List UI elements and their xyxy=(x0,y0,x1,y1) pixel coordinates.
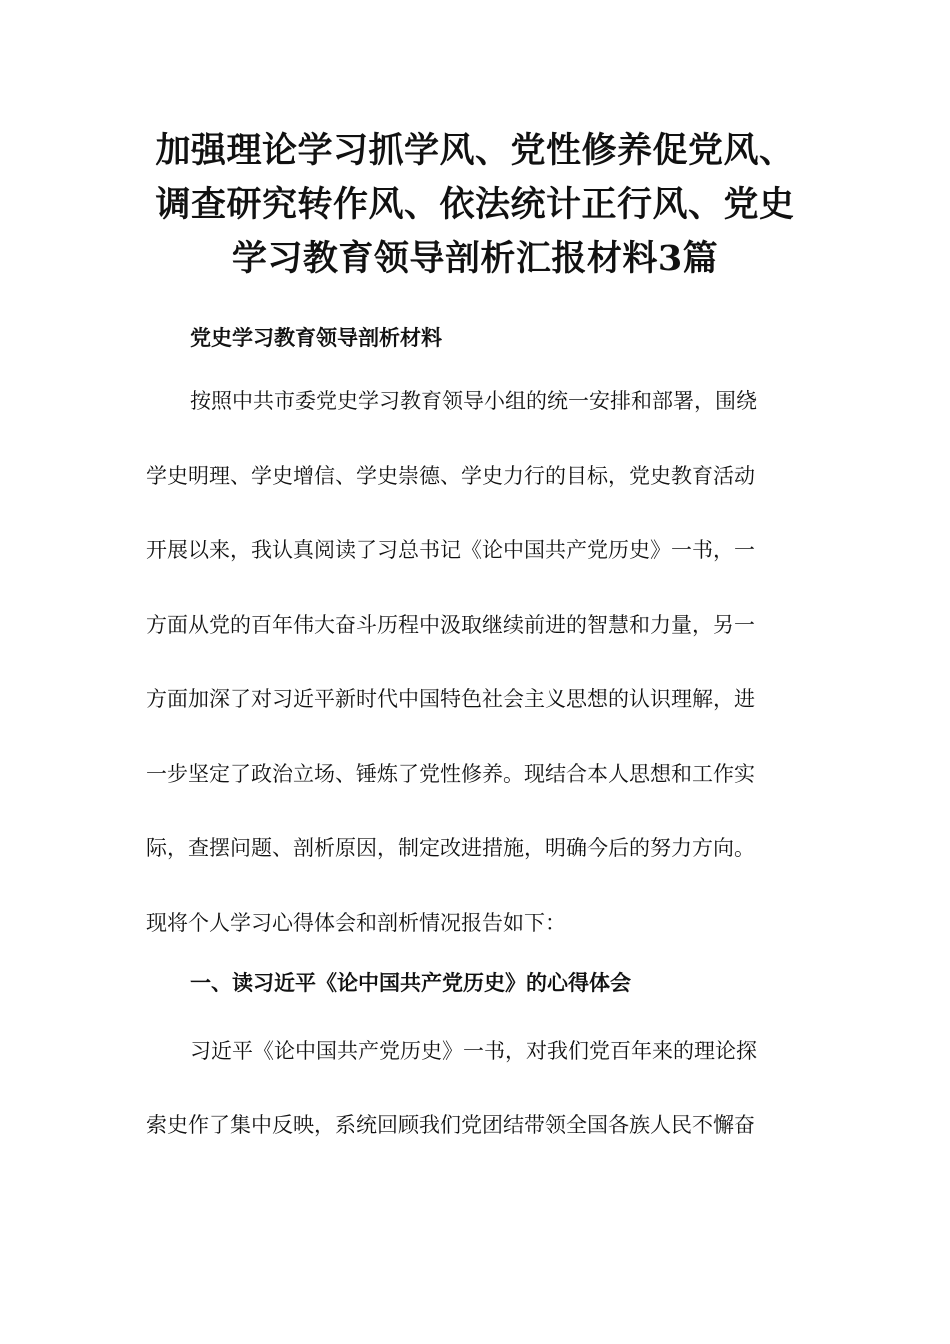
title-line: 加强理论学习抓学风、党性修养促党风、 xyxy=(155,130,795,171)
paragraph-line: 方面从党的百年伟大奋斗历程中汲取继续前进的智慧和力量，另一 xyxy=(146,613,755,637)
paragraph-line: 方面加深了对习近平新时代中国特色社会主义思想的认识理解，进 xyxy=(146,687,755,711)
document-title xyxy=(120,124,830,286)
document-subtitle: 党史学习教育领导剖析材料 xyxy=(190,325,442,350)
title-line: 学习教育领导剖析汇报材料3篇 xyxy=(231,238,719,279)
paragraph-line: 开展以来，我认真阅读了习总书记《论中国共产党历史》一书，一 xyxy=(146,538,755,562)
paragraph-line: 按照中共市委党史学习教育领导小组的统一安排和部署，围绕 xyxy=(190,389,757,413)
title-line: 调查研究转作风、依法统计正行风、党史 xyxy=(155,184,795,225)
paragraph-line: 索史作了集中反映，系统回顾我们党团结带领全国各族人民不懈奋 xyxy=(146,1113,755,1137)
paragraph-line: 习近平《论中国共产党历史》一书，对我们党百年来的理论探 xyxy=(190,1039,757,1063)
paragraph-line: 学史明理、学史增信、学史崇德、学史力行的目标，党史教育活动 xyxy=(146,464,755,488)
paragraph-line: 一步坚定了政治立场、锤炼了党性修养。现结合本人思想和工作实 xyxy=(146,762,755,786)
paragraph-line: 际，查摆问题、剖析原因，制定改进措施，明确今后的努力方向。 xyxy=(146,836,755,860)
section-heading: 一、读习近平《论中国共产党历史》的心得体会 xyxy=(190,970,631,995)
paragraph-line: 现将个人学习心得体会和剖析情况报告如下： xyxy=(146,911,566,935)
